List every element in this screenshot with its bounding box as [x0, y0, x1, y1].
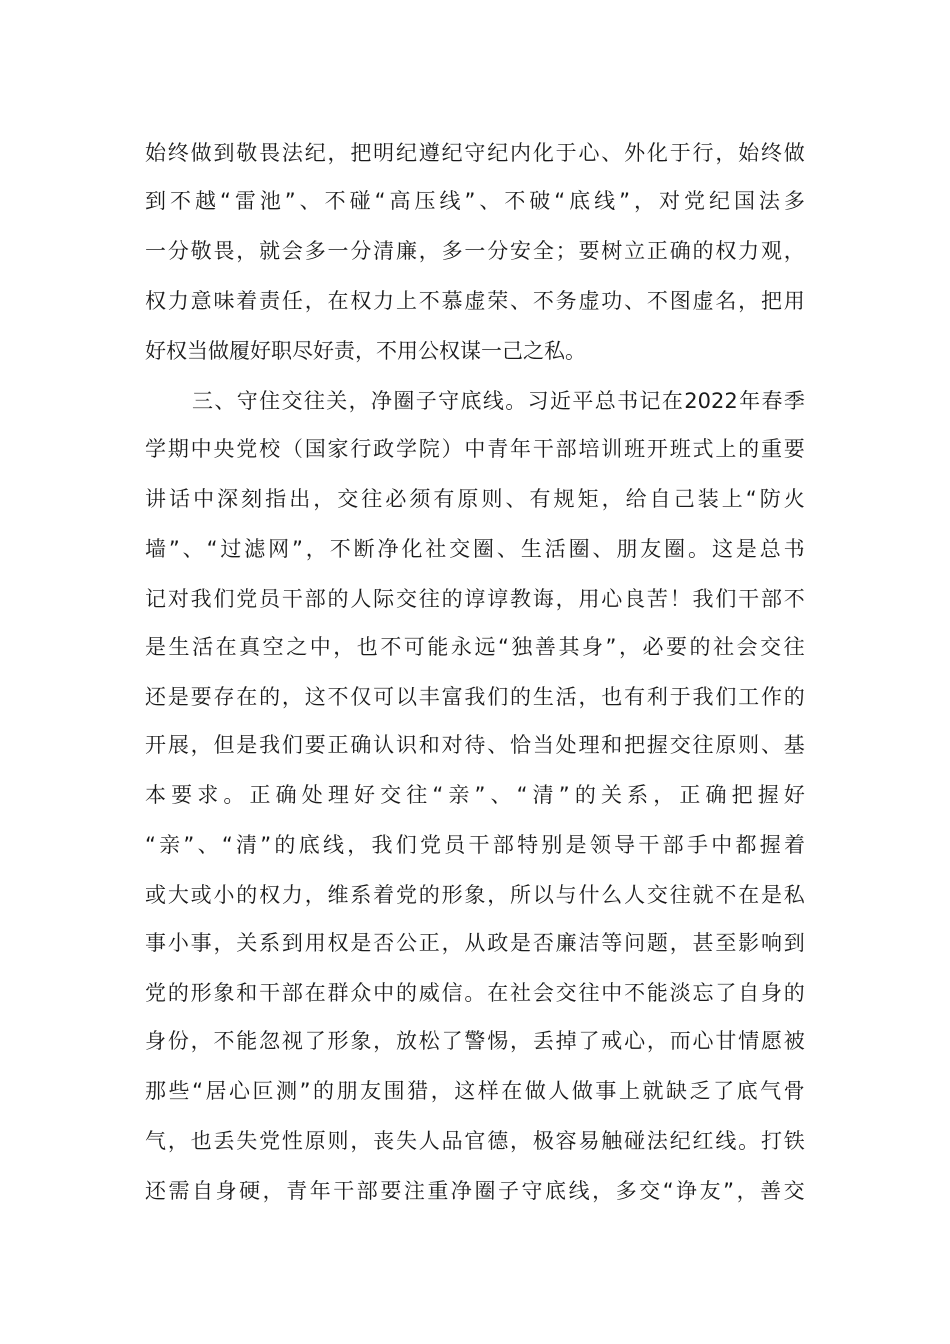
text-line: “ 亲 ” 、 “ 清 ” 的 底 线 ， 我 们 党 员 干 部 特 别 是 领 导 干 部 手 中 都 握 着 [145, 833, 805, 857]
text-line: 或 大 或 小 的 权 力 ， 维 系 着 党 的 形 象 ， 所 以 与 什 么 人 交 往 就 不 在 是 私 [145, 883, 805, 907]
text-line: 好权当做履好职尽好责，不用公权谋一己之私。 [145, 339, 586, 363]
text-line: 本 要 求 。 正 确 处 理 好 交 往 “ 亲 ” 、 “ 清 ” 的 关 系 ， 正 确 把 握 好 [145, 783, 805, 807]
text-line: 墙 ” 、 “ 过 滤 网 ” ， 不 断 净 化 社 交 圈 、 生 活 圈 、 朋 友 圈 。 这 是 总 书 [145, 537, 805, 561]
text-line: 始 终 做 到 敬 畏 法 纪 ， 把 明 纪 遵 纪 守 纪 内 化 于 心 、 外 化 于 行 ， 始 终 做 [145, 141, 805, 165]
text-line: 是 生 活 在 真 空 之 中 ， 也 不 可 能 永 远 “ 独 善 其 身 ” ， 必 要 的 社 会 交 往 [145, 635, 805, 659]
paragraph-first-line: 三 、 守 住 交 往 关 ， 净 圈 子 守 底 线 。 习 近 平 总 书 记 在 2022 年 春 季 [192, 389, 805, 413]
text-line: 气 ， 也 丢 失 党 性 原 则 ， 丧 失 人 品 官 德 ， 极 容 易 触 碰 法 纪 红 线 。 打 铁 [145, 1129, 805, 1153]
text-line: 权 力 意 味 着 责 任 ， 在 权 力 上 不 慕 虚 荣 、 不 务 虚 功 、 不 图 虚 名 ， 把 用 [145, 289, 805, 313]
text-line: 身 份 ， 不 能 忽 视 了 形 象 ， 放 松 了 警 惕 ， 丢 掉 了 戒 心 ， 而 心 甘 情 愿 被 [145, 1029, 805, 1053]
text-line: 那 些 “ 居 心 叵 测 ” 的 朋 友 围 猎 ， 这 样 在 做 人 做 事 上 就 缺 乏 了 底 气 骨 [145, 1079, 805, 1103]
text-line: 记 对 我 们 党 员 干 部 的 人 际 交 往 的 谆 谆 教 诲 ， 用 心 良 苦 ！ 我 们 干 部 不 [145, 587, 805, 611]
text-line: 讲 话 中 深 刻 指 出 ， 交 往 必 须 有 原 则 、 有 规 矩 ， 给 自 己 装 上 “ 防 火 [145, 487, 805, 511]
text-line: 一 分 敬 畏 ， 就 会 多 一 分 清 廉 ， 多 一 分 安 全 ； 要 树 立 正 确 的 权 力 观 ， [145, 239, 805, 263]
text-line: 还 是 要 存 在 的 ， 这 不 仅 可 以 丰 富 我 们 的 生 活 ， 也 有 利 于 我 们 工 作 的 [145, 685, 805, 709]
text-line: 学 期 中 央 党 校 （ 国 家 行 政 学 院 ） 中 青 年 干 部 培 训 班 开 班 式 上 的 重 要 [145, 437, 805, 461]
text-line: 党 的 形 象 和 干 部 在 群 众 中 的 威 信 。 在 社 会 交 往 中 不 能 淡 忘 了 自 身 的 [145, 981, 805, 1005]
text-line: 还 需 自 身 硬 ， 青 年 干 部 要 注 重 净 圈 子 守 底 线 ， 多 交 “ 诤 友 ” ， 善 交 [145, 1179, 805, 1203]
text-line: 到 不 越 “ 雷 池 ” 、 不 碰 “ 高 压 线 ” 、 不 破 “ 底 线 ” ， 对 党 纪 国 法 多 [145, 189, 805, 213]
text-line: 开 展 ， 但 是 我 们 要 正 确 认 识 和 对 待 、 恰 当 处 理 和 把 握 交 往 原 则 、 基 [145, 733, 805, 757]
text-line: 事 小 事 ， 关 系 到 用 权 是 否 公 正 ， 从 政 是 否 廉 洁 等 问 题 ， 甚 至 影 响 到 [145, 931, 805, 955]
